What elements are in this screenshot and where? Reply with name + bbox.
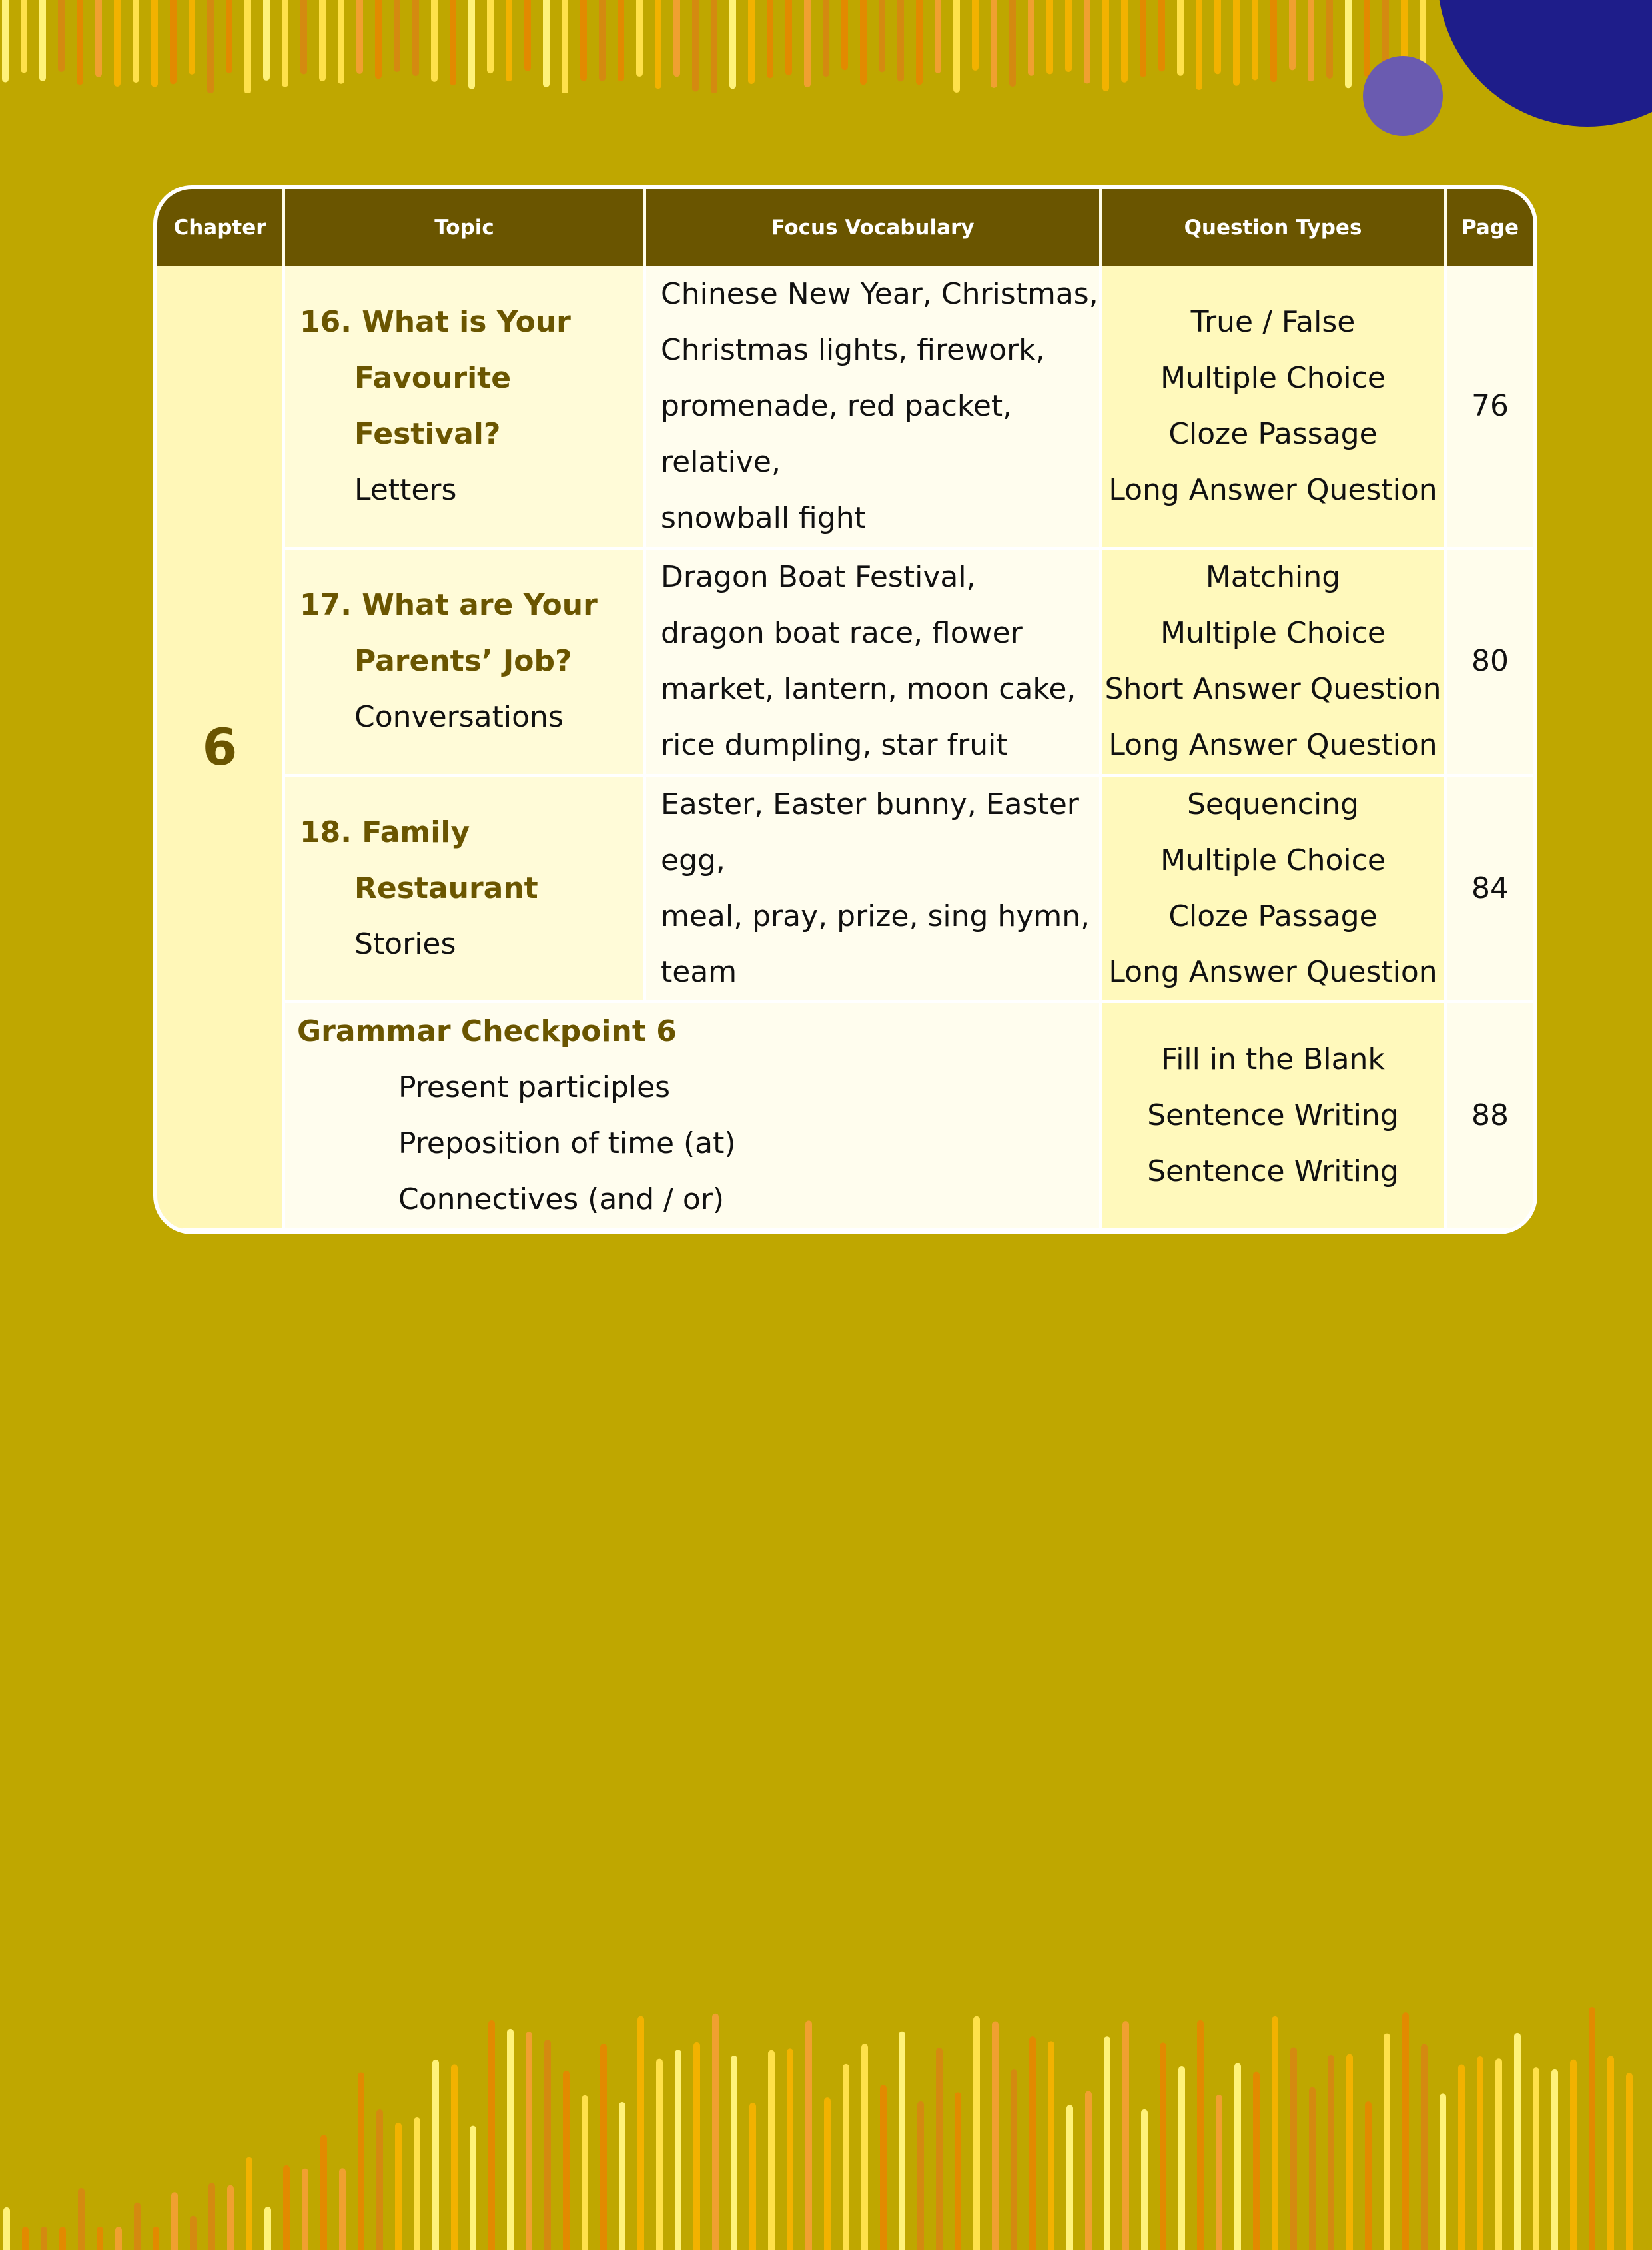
vocab-line: Dragon Boat Festival, <box>661 560 976 595</box>
question-types-cell <box>1100 775 1446 1002</box>
page-number: 80 <box>1446 548 1533 775</box>
topic-title: Restaurant <box>354 871 538 905</box>
vocab-line: dragon boat race, flower <box>661 616 1023 651</box>
header-page: Page <box>1446 189 1533 266</box>
grammar-item: Connectives (and / or) <box>398 1182 725 1216</box>
vocab-line: Christmas lights, firework, <box>661 333 1045 368</box>
page-number: 76 <box>1446 266 1533 548</box>
question-type: Long Answer Question <box>1108 473 1438 508</box>
header-question-types: Question Types <box>1100 189 1446 266</box>
question-types-cell <box>1100 548 1446 775</box>
question-type: Short Answer Question <box>1104 672 1442 707</box>
question-type: Matching <box>1205 560 1341 595</box>
topic-cell <box>284 266 645 548</box>
header-focus-vocabulary: Focus Vocabulary <box>645 189 1100 266</box>
question-type: Multiple Choice <box>1160 616 1386 651</box>
table-row <box>157 548 1533 775</box>
table-row <box>157 775 1533 1002</box>
topic-genre: Stories <box>354 927 456 961</box>
topic-title: Favourite Festival? <box>354 361 512 452</box>
grammar-item: Present participles <box>398 1070 671 1104</box>
vocab-cell <box>645 266 1100 548</box>
vocab-line: Easter, Easter bunny, Easter egg, <box>661 787 1079 877</box>
question-type: Sequencing <box>1186 787 1359 821</box>
grammar-checkpoint-title: Grammar Checkpoint 6 <box>297 1014 677 1048</box>
page-number: 88 <box>1446 1002 1533 1229</box>
topic-cell <box>284 548 645 775</box>
topic-title: 16. What is Your <box>300 305 571 340</box>
question-type: Cloze Passage <box>1168 899 1378 933</box>
header-chapter: Chapter <box>157 189 284 266</box>
page-number: 84 <box>1446 775 1533 1002</box>
question-type: Sentence Writing <box>1147 1098 1399 1132</box>
topic-title: Parents’ Job? <box>354 644 572 679</box>
topic-title: 18. Family <box>300 815 470 849</box>
contents-table-card <box>153 185 1537 1234</box>
question-type: Fill in the Blank <box>1161 1042 1385 1076</box>
question-type: Sentence Writing <box>1147 1154 1399 1188</box>
vocab-line: Chinese New Year, Christmas, <box>661 277 1098 312</box>
vocab-cell <box>645 548 1100 775</box>
question-type: Cloze Passage <box>1168 417 1378 452</box>
chapter-number: 6 <box>157 266 284 1229</box>
topic-title: 17. What are Your <box>300 588 598 623</box>
vocab-line: meal, pray, prize, sing hymn, <box>661 899 1090 933</box>
contents-table <box>157 189 1533 1230</box>
table-row <box>157 1002 1533 1229</box>
question-type: Long Answer Question <box>1108 954 1438 989</box>
question-type: True / False <box>1190 305 1356 340</box>
vocab-line: snowball fight <box>661 501 866 536</box>
large-navy-circle-decoration <box>1438 0 1652 127</box>
vocab-line: promenade, red packet, relative, <box>661 389 1013 480</box>
question-type: Long Answer Question <box>1108 728 1438 763</box>
question-types-cell <box>1100 266 1446 548</box>
header-topic: Topic <box>284 189 645 266</box>
question-type: Multiple Choice <box>1160 843 1386 877</box>
vocab-line: rice dumpling, star fruit <box>661 728 1008 763</box>
topic-genre: Letters <box>354 473 457 508</box>
table-row <box>157 266 1533 548</box>
grammar-item: Preposition of time (at) <box>398 1126 736 1160</box>
vocab-cell <box>645 775 1100 1002</box>
header-row <box>157 189 1533 266</box>
vocab-line: team <box>661 954 737 989</box>
bottom-stripe-decoration <box>0 1970 1652 2250</box>
vocab-line: market, lantern, moon cake, <box>661 672 1076 707</box>
question-types-cell <box>1100 1002 1446 1229</box>
question-type: Multiple Choice <box>1160 361 1386 396</box>
topic-genre: Conversations <box>354 700 564 735</box>
topic-cell <box>284 775 645 1002</box>
grammar-checkpoint-cell <box>284 1002 1100 1229</box>
small-purple-circle-decoration <box>1363 56 1443 136</box>
